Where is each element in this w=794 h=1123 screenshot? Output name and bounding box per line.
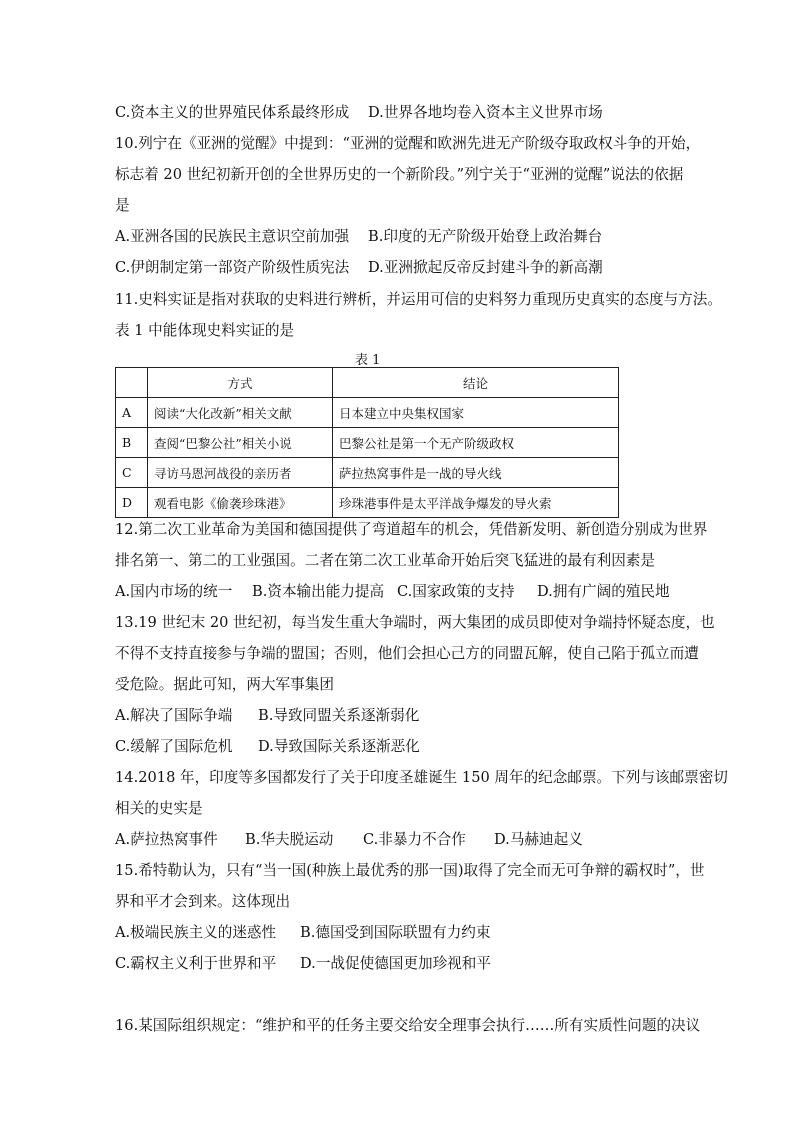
table-cell-conclusion: 萨拉热窝事件是一战的导火线 <box>333 458 619 488</box>
q12-options <box>115 582 670 602</box>
q15-option-c: C.霸权主义利于世界和平 <box>115 955 277 972</box>
q10-option-b: B.印度的无产阶级开始登上政治舞台 <box>368 228 603 245</box>
table-row <box>116 398 619 428</box>
q9-option-d: D.世界各地均卷入资本主义世界市场 <box>368 104 603 121</box>
table-cell-option: D <box>116 488 148 518</box>
q9-options-cd <box>115 103 603 123</box>
table-header-method: 方式 <box>148 368 333 398</box>
q15-option-d: D.一战促使德国更加珍视和平 <box>300 955 491 972</box>
q12-option-c: C.国家政策的支持 <box>397 583 515 600</box>
table-cell-method: 寻访马恩河战役的亲历者 <box>148 458 333 488</box>
q13-option-d: D.导致国际关系逐渐恶化 <box>258 738 420 755</box>
table-row <box>116 428 619 458</box>
q11-stem-line-1: 11.史料实证是指对获取的史料进行辨析，并运用可信的史料努力重现历史真实的态度与方法。 <box>115 291 722 308</box>
table-header-conclusion: 结论 <box>333 368 619 398</box>
table-cell-method: 查阅“巴黎公社”相关小说 <box>148 428 333 458</box>
q15-options-ab <box>115 923 491 943</box>
q12-option-b: B.资本输出能力提高 <box>252 583 385 600</box>
table-row <box>116 488 619 518</box>
q12-stem-line-1: 12.第二次工业革命为美国和德国提供了弯道超车的机会，凭借新发明、新创造分别成为世界 <box>115 521 708 538</box>
q10-stem-line-1: 10.列宁在《亚洲的觉醒》中提到：“亚洲的觉醒和欧洲先进无产阶级夺取政权斗争的开始， <box>115 135 701 152</box>
q13-options-ab <box>115 706 419 726</box>
table-row <box>116 458 619 488</box>
q12-stem-line-2: 排名第一、第二的工业强国。二者在第二次工业革命开始后突飞猛进的最有利因素是 <box>115 552 655 569</box>
q13-stem-line-1: 13.19 世纪末 20 世纪初，每当发生重大争端时，两大集团的成员即使对争端持怀疑态度，也 <box>115 614 715 631</box>
q14-option-d: D.马赫迪起义 <box>494 831 583 848</box>
q15-options-cd <box>115 954 491 974</box>
q12-option-d: D.拥有广阔的殖民地 <box>537 583 670 600</box>
table-cell-method: 观看电影《偷袭珍珠港》 <box>148 488 333 518</box>
q10-options-ab <box>115 227 602 247</box>
q13-option-b: B.导致同盟关系逐渐弱化 <box>258 707 420 724</box>
table-cell-conclusion: 巴黎公社是第一个无产阶级政权 <box>333 428 619 458</box>
q15-stem-line-2: 界和平才会到来。这体现出 <box>115 893 291 910</box>
q9-option-c: C.资本主义的世界殖民体系最终形成 <box>115 104 350 121</box>
q16-stem-line-1: 16.某国际组织规定：“维护和平的任务主要交给安全理事会执行……所有实质性问题的决议 <box>115 1017 701 1034</box>
q12-option-a: A.国内市场的统一 <box>115 583 233 600</box>
q10-stem-line-3: 是 <box>115 197 130 214</box>
table-cell-method: 阅读“大化改新”相关文献 <box>148 398 333 428</box>
q14-option-c: C.非暴力不合作 <box>363 831 466 848</box>
table-cell-option: C <box>116 458 148 488</box>
q15-option-a: A.极端民族主义的迷惑性 <box>115 924 277 941</box>
q10-option-a: A.亚洲各国的民族民主意识空前加强 <box>115 228 350 245</box>
q14-stem-line-1: 14.2018 年，印度等多国都发行了关于印度圣雄诞生 150 周年的纪念邮票。下列与该邮票密切 <box>115 769 728 786</box>
table-header-row <box>116 368 619 398</box>
q14-option-a: A.萨拉热窝事件 <box>115 831 218 848</box>
q11-stem-line-2: 表 1 中能体现史料实证的是 <box>115 322 295 339</box>
q10-option-d: D.亚洲掀起反帝反封建斗争的新高潮 <box>368 259 603 276</box>
table-1 <box>115 367 619 518</box>
table-header-blank <box>116 368 148 398</box>
q10-option-c: C.伊朗制定第一部资产阶级性质宪法 <box>115 259 350 276</box>
table-cell-conclusion: 珍珠港事件是太平洋战争爆发的导火索 <box>333 488 619 518</box>
q14-stem-line-2: 相关的史实是 <box>115 800 203 817</box>
table-cell-conclusion: 日本建立中央集权国家 <box>333 398 619 428</box>
q14-options <box>115 830 583 850</box>
q14-option-b: B.华夫脱运动 <box>245 831 334 848</box>
q13-stem-line-3: 受危险。据此可知，两大军事集团 <box>115 676 334 693</box>
table-cell-option: A <box>116 398 148 428</box>
q13-options-cd <box>115 737 420 757</box>
q15-option-b: B.德国受到国际联盟有力约束 <box>300 924 491 941</box>
table-caption: 表 1 <box>355 353 381 368</box>
q15-stem-line-1: 15.希特勒认为，只有“当一国(种族上最优秀的那一国)取得了完全而无可争辩的霸权时”，世 <box>115 862 705 879</box>
q13-option-c: C.缓解了国际危机 <box>115 738 233 755</box>
q13-stem-line-2: 不得不支持直接参与争端的盟国；否则，他们会担心己方的同盟瓦解，使自己陷于孤立而遭 <box>115 645 699 662</box>
q13-option-a: A.解决了国际争端 <box>115 707 233 724</box>
q10-stem-line-2: 标志着 20 世纪初新开创的全世界历史的一个新阶段。”列宁关于“亚洲的觉醒”说法的依据 <box>115 166 684 183</box>
q10-options-cd <box>115 258 603 278</box>
table-cell-option: B <box>116 428 148 458</box>
